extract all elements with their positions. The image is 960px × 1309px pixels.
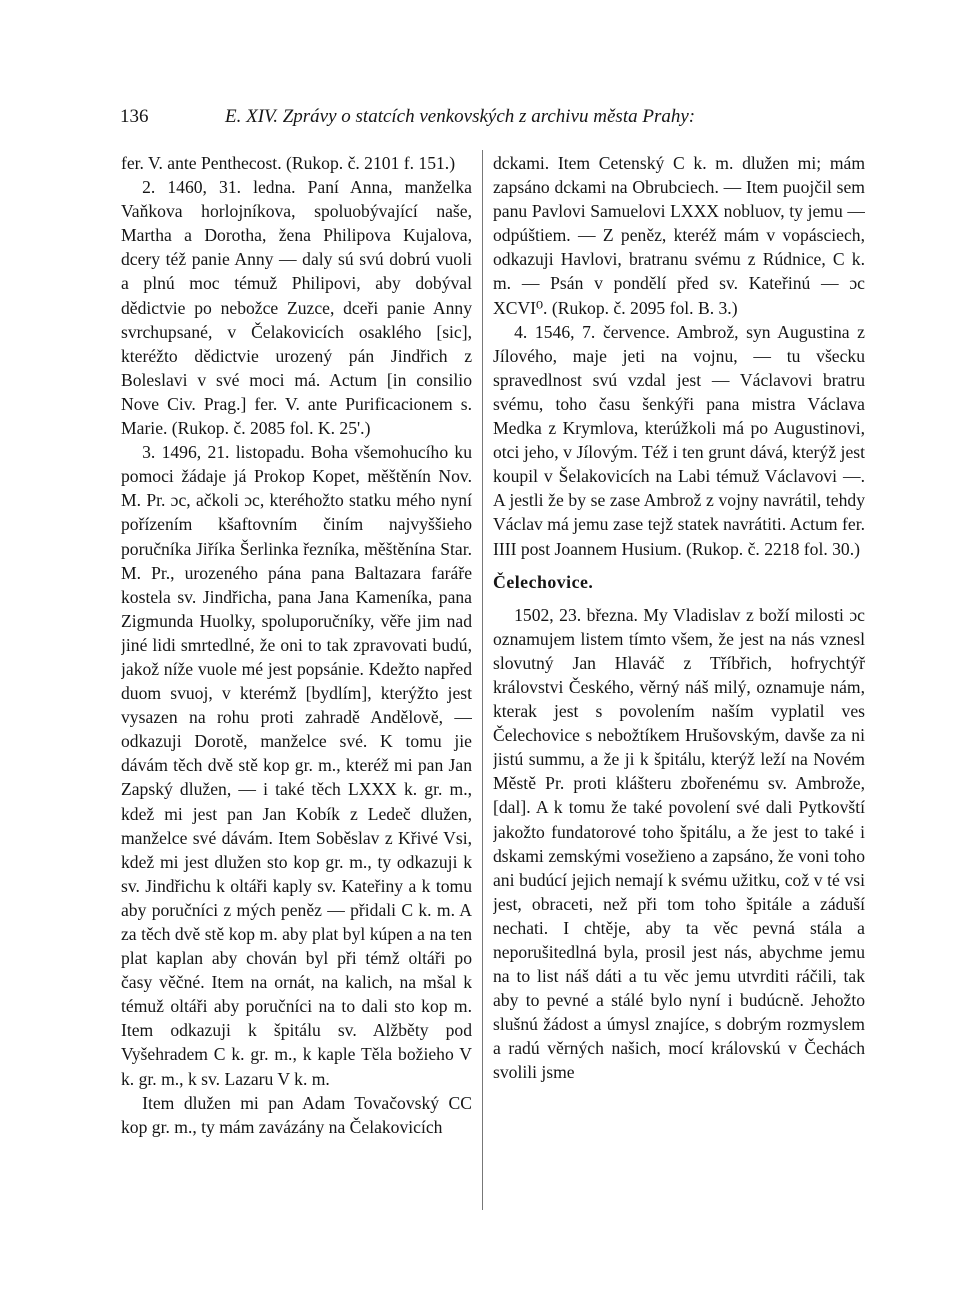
paragraph: 3. 1496, 21. listopadu. Boha všemohucího ku pomoci žádaje já Prokop Kopet, měštěnín Nov. M. Pr. ɔc, ačkoli ɔc, kteréhožto statku mého nyní pořízením kšaftovním činím najvyššieho poručníka Jiříka Šerlinka řezníka, měštěnína Star. M. Pr., urozeného pána pana Baltazara faráře kostela sv. Jindřicha, pana Jana Kameníka, pana Zigmunda Huolky, spoluporučníky, věře jim nad jiné lidi smrtedlné, že oni to tak zpravovati budú, jakož níže vuole mé jest popsánie. Kdežto napřed duom svuoj, v kterémž [bydlím], kterýžto jest vysazen na rohu proti zahradě Andělově, — odkazuji Dorotě, manželce své. K tomu jie dávám těch dvě stě kop gr. m., kteréž mi pan Jan Zapský dlužen, — i také těch LXXX k. gr. m., kdež mi jest pan Jan Kobík z Ledeč dlužen, manželce své dávám. Item Soběslav z Křivé Vsi, kdež mi jest dlužen sto kop gr. m., ty odkazuji k sv. Jindřichu k oltáři kaply sv. Kateřiny a k tomu aby poručníci z mých peněz — přidali C k. m. A za těch dvě stě kop m. aby plat byl kúpen a na ten plat kaplan aby chován byl při témž oltáři po časy věčné. Item na ornát, na kalich, na mšal k témuž oltáři aby poručníci na to dali sto kop m. Item odkazuji k špitálu sv. Alžběty pod Vyšehradem C k. gr. m., k kaple Těla božieho V k. gr. m., k sv. Lazaru V k. m. [121, 442, 472, 1089]
right-column [493, 151, 865, 1231]
paragraph: 1502, 23. března. My Vladislav z boží milosti ɔc oznamujem listem tímto všem, že jest na nás vznesl slovutný Jan Hlaváč z Tříbřich, hofrychtýř královstvi Českého, věrný náš milý, oznamuje nám, kterak jest s povolením naším vyplatil ves Čelechovice s nebožtíkem Hrušovským, davše za ni jistú summu, a že ji k špitálu, kterýž leží na Novém Městě Pr. proti klášteru zbořenému sv. Ambrože, [dal]. A k tomu že také povolení své dali Pytkovští jakožto fundatorové toho špitálu, a že jest to také i dskami zemskými vosežieno a zapsáno, že voni toho ani budúcí jejich nemají k svému užitku, což v té vsi jest, obraceti, než při tom toho špitále a záduší nechati. I chtěje, aby ta věc pevná stála a neporušitedlná byla, prosil jest nás, abychme jemu na to list náš dáti a tu věc jemu utvrditi ráčili, tak aby to pevné a stálé bylo nyní i budúcně. Jehožto slušnú žádost a úmysl znajíce, s dobrým rozmyslem a radú věrných našich, mocí královskú v Čechách svolili jsme [493, 604, 865, 1083]
running-title: E. XIV. Zprávy o statcích venkovských z archivu města Prahy: [225, 106, 696, 127]
section-heading: Čelechovice. [493, 571, 594, 592]
paragraph: fer. V. ante Penthecost. (Rukop. č. 2101 f. 151.) [121, 153, 456, 173]
paragraph: 4. 1546, 7. července. Ambrož, syn Augustina z Jílového, maje jeti na vojnu, — tu všecku spravedlnost svú vzdal jest — Václavovi bratru svému, toho času šenkýři pana mistra Václava Medka z Krymlova, kterúžkoli má po Augustinovi, otci jeho, v Jílovým. Též i ten grunt dává, kterýž jest koupil v Šelakovicích na Labi témuž Václavovi —. A jestli že by se zase Ambrož z vojny navrátil, tehdy Václav má jemu zase tejž statek navrátiti. Actum fer. IIII post Joannem Husium. (Rukop. č. 2218 fol. 30.) [493, 321, 865, 559]
page-number: 136 [120, 106, 149, 127]
page-header [120, 102, 770, 132]
paragraph: dckami. Item Cetenský C k. m. dlužen mi; mám zapsáno dckami na Obrubciech. — Item puojčil sem panu Pavlovi Samuelovi LXXX nobluov, ty jemu — odpúštiem. — Z peněz, kteréž mám v vopásciech, odkazuji Havlovi, bratranu svému z Rúdnice, C k. m. — Psán v pondělí před sv. Kateřinú — ɔc XCVI⁰. (Rukop. č. 2095 fol. B. 3.) [493, 153, 865, 318]
paragraph: 2. 1460, 31. ledna. Paní Anna, manželka Vaňkova horlojníkova, spoluobývající naše, Martha a Dorotha, žena Philipova Kujalova, dcery též panie Anny — daly sú svú dobrú vuoli a plnú moc témuž Philipovi, aby dobýval dědictvie po nebožce Zuzce, dceři panie Anny svrchupsané, v Čelakovicích osaklého [sic], kteréžto dědictvie urozený pán Jindřich z Boleslavi v své moci má. Actum [in consilio Nove Civ. Prag.] fer. V. ante Purificacionem s. Marie. (Rukop. č. 2085 fol. K. 25'.) [121, 177, 472, 439]
paragraph: Item dlužen mi pan Adam Tovačovský CC kop gr. m., ty mám zavázány na Čelakovicích [121, 1092, 472, 1137]
left-column [121, 151, 472, 1231]
column-divider [482, 150, 483, 1210]
